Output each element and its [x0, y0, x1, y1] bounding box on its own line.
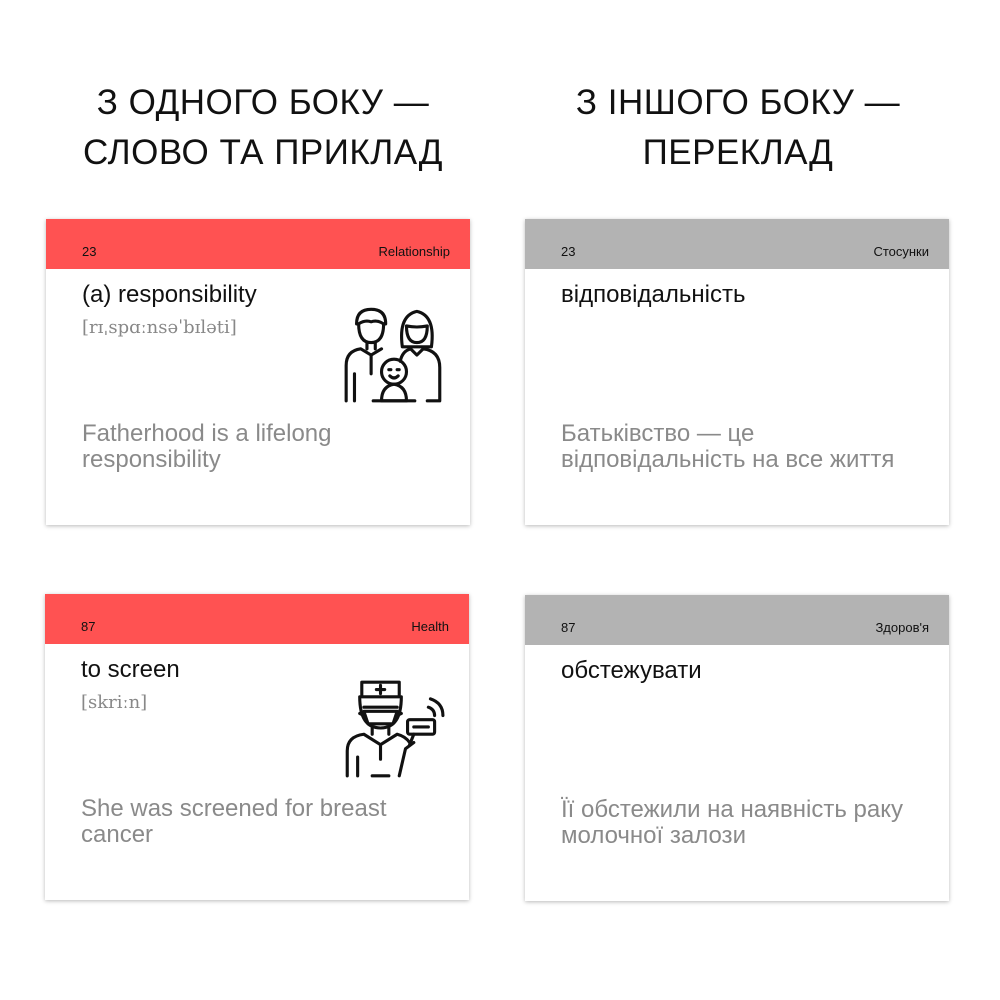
card-translation: відповідальність — [561, 281, 746, 308]
card-transcription: [skriːn] — [81, 692, 148, 713]
card-word: (a) responsibility — [82, 281, 257, 308]
card-number: 87 — [81, 619, 96, 634]
nurse-scanner-icon — [341, 676, 445, 780]
flashcard-back-responsibility — [525, 219, 949, 525]
card-translation: обстежувати — [561, 657, 702, 684]
card-header — [46, 219, 470, 269]
card-category: Relationship — [378, 244, 450, 259]
card-category: Здоров'я — [875, 620, 929, 635]
family-icon — [342, 301, 446, 405]
card-number: 23 — [82, 244, 97, 259]
card-number: 87 — [561, 620, 576, 635]
heading-front-line-1: З ОДНОГО БОКУ — — [96, 83, 430, 122]
card-header — [45, 594, 469, 644]
heading-back-line-2: ПЕРЕКЛАД — [642, 133, 834, 172]
flashcard-front-to-screen — [45, 594, 469, 900]
card-transcription: [rɪˌspɑːnsəˈbɪləti] — [82, 317, 237, 338]
card-header — [525, 219, 949, 269]
card-category: Стосунки — [873, 244, 929, 259]
card-example-translation: Батьківство — це відповідальність на все життя — [561, 420, 895, 473]
heading-front-side — [43, 78, 483, 178]
card-example: Fatherhood is a lifelong responsibility — [82, 420, 332, 473]
card-number: 23 — [561, 244, 576, 259]
heading-front-line-2: СЛОВО ТА ПРИКЛАД — [83, 133, 443, 172]
heading-back-side — [518, 78, 958, 178]
card-header — [525, 595, 949, 645]
heading-back-line-1: З ІНШОГО БОКУ — — [575, 83, 901, 122]
flashcard-front-responsibility — [46, 219, 470, 525]
card-category: Health — [411, 619, 449, 634]
flashcard-back-to-screen — [525, 595, 949, 901]
card-example: She was screened for breast cancer — [81, 795, 387, 848]
card-word: to screen — [81, 656, 180, 683]
card-example-translation: Її обстежили на наявність раку молочної залози — [561, 796, 903, 849]
